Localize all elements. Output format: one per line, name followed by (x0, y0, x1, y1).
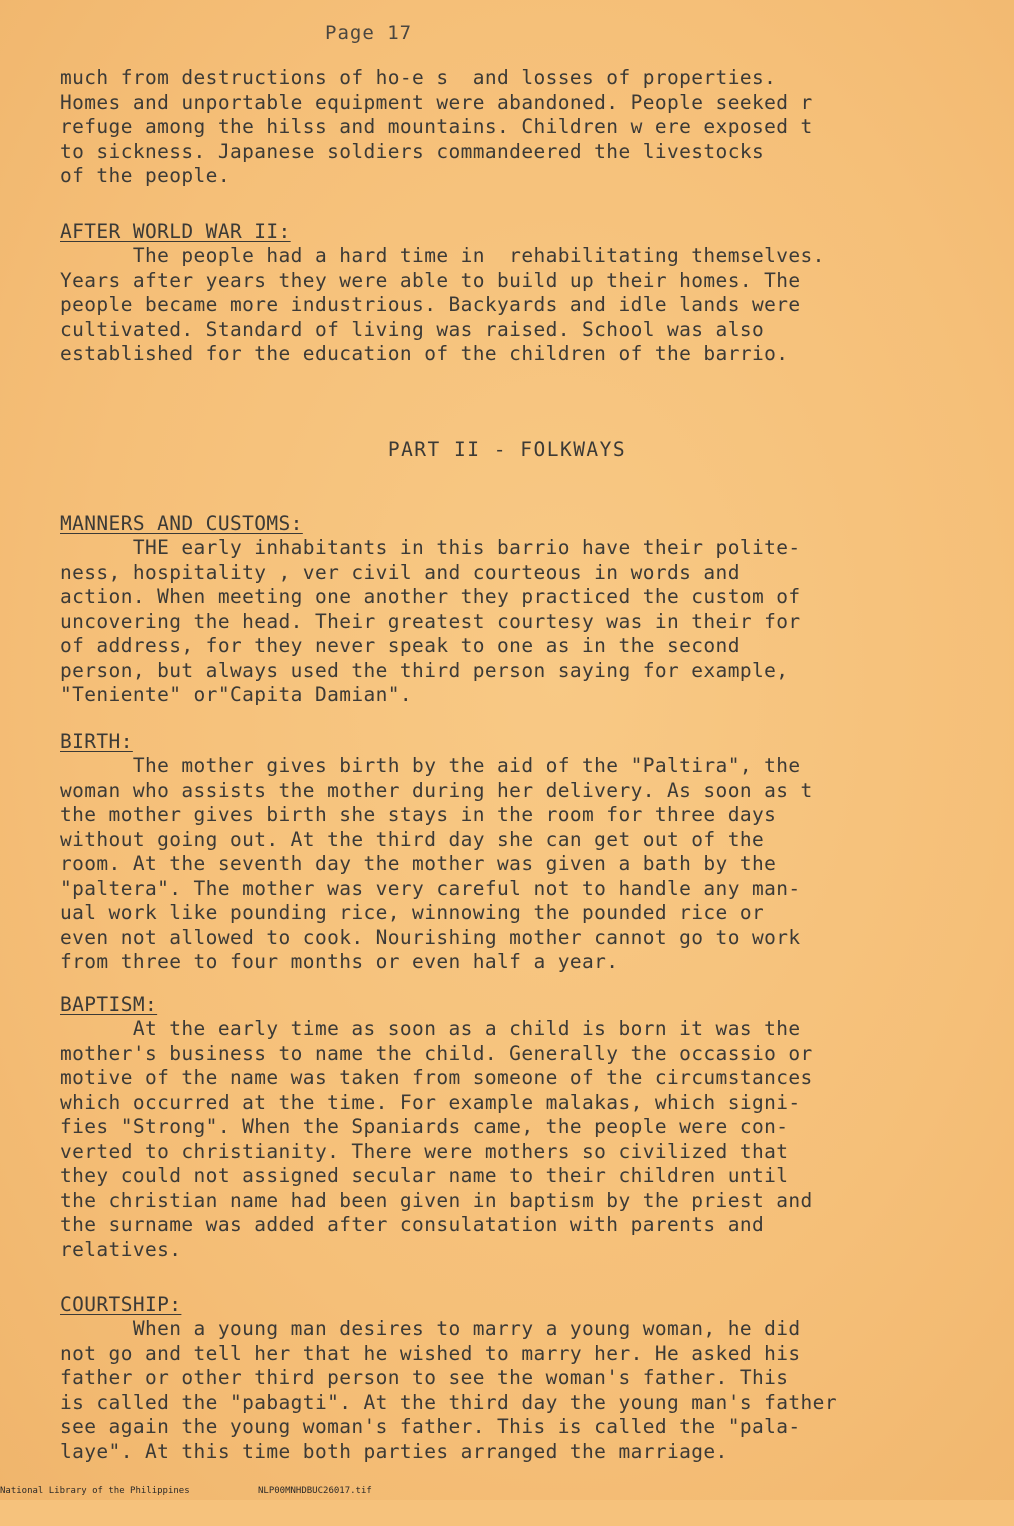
text-line: not go and tell her that he wished to marry her. He asked his (60, 1341, 801, 1365)
text-line: refuge among the hilss and mountains. Children w ere exposed t (60, 115, 813, 138)
after-war-section (60, 220, 960, 367)
text-line: relatives. (60, 1237, 182, 1261)
section-heading: MANNERS AND CUSTOMS: (60, 512, 303, 535)
text-line: father or other third person to see the woman's father. This (60, 1366, 789, 1389)
section-heading: BAPTISM: (60, 993, 158, 1016)
footer (0, 1486, 1014, 1500)
baptism-section (60, 993, 960, 1262)
text-line: The people had a hard time in rehabilitating themselves. (60, 244, 825, 267)
text-line: THE early inhabitants in this barrio have their polite- (60, 536, 801, 559)
text-line: ness, hospitality , ver civil and courteous in words and (60, 560, 740, 584)
text-line: much from destructions of ho-e s and losses of properties. (60, 66, 777, 89)
text-line: which occurred at the time. For example malakas, which signi- (60, 1090, 801, 1114)
text-line: fies "Strong". When the Spaniards came, the people were con- (60, 1115, 789, 1138)
text-line: "paltera". The mother was very careful not to handle any man- (60, 876, 801, 900)
text-line: of address, for they never speak to one as in the second (60, 634, 740, 657)
text-line: see again the young woman's father. This is called the "pala- (60, 1415, 801, 1438)
manners-section (60, 512, 960, 708)
text-line: The mother gives birth by the aid of the "Paltira", the (60, 754, 801, 777)
page-number: Page 17 (325, 22, 413, 44)
text-line: even not allowed to cook. Nourishing mother cannot go to work (60, 925, 801, 949)
text-line: without going out. At the third day she can get out of the (60, 827, 765, 851)
text-line: verted to christianity. There were mothers so civilized that (60, 1139, 789, 1163)
part-title (0, 438, 1014, 461)
part-title-text: PART II - FOLKWAYS (387, 438, 627, 461)
text-line: When a young man desires to marry a young woman, he did (60, 1317, 801, 1340)
text-line: of the people. (60, 164, 230, 187)
footer-file: NLP00MNHDBUC26017.tif (258, 1486, 372, 1496)
text-line: action. When meeting one another they practiced the custom of (60, 585, 801, 608)
text-line: people became more industrious. Backyards and idle lands were (60, 293, 801, 316)
text-line: woman who assists the mother during her delivery. As soon as t (60, 778, 813, 802)
section-heading: COURTSHIP: (60, 1293, 182, 1316)
birth-section (60, 730, 960, 975)
text-line: mother's business to name the child. Generally the occassio or (60, 1041, 813, 1065)
text-line: "Teniente" or"Capita Damian". (60, 683, 413, 706)
text-line: to sickness. Japanese soldiers commandeered the livestocks (60, 139, 765, 163)
text-line: At the early time as soon as a child is born it was the (60, 1017, 801, 1040)
text-line: they could not assigned secular name to their children until (60, 1164, 789, 1187)
text-line: person, but always used the third person saying for example, (60, 658, 789, 682)
text-line: established for the education of the children of the barrio. (60, 342, 789, 365)
text-line: room. At the seventh day the mother was given a bath by the (60, 852, 777, 875)
text-line: Homes and unportable equipment were abandoned. People seeked r (60, 90, 813, 114)
section-heading: BIRTH: (60, 730, 133, 753)
intro-paragraph (60, 66, 960, 189)
text-line: motive of the name was taken from someone of the circumstances (60, 1066, 813, 1089)
footer-source: National Library of the Philippines (0, 1486, 190, 1496)
text-line: cultivated. Standard of living was raised. School was also (60, 317, 765, 341)
text-line: Years after years they were able to build up their homes. The (60, 268, 801, 292)
text-line: ual work like pounding rice, winnowing the pounded rice or (60, 901, 765, 924)
text-line: uncovering the head. Their greatest courtesy was in their for (60, 609, 801, 633)
section-heading: AFTER WORLD WAR II: (60, 220, 291, 243)
text-line: the surname was added after consulatation with parents and (60, 1213, 765, 1236)
text-line: is called the "pabagti". At the third day the young man's father (60, 1390, 837, 1414)
text-line: the christian name had been given in baptism by the priest and (60, 1188, 813, 1212)
text-line: the mother gives birth she stays in the room for three days (60, 803, 777, 826)
text-line: laye". At this time both parties arranged the marriage. (60, 1439, 728, 1463)
courtship-section (60, 1293, 960, 1464)
text-line: from three to four months or even half a year. (60, 950, 619, 973)
